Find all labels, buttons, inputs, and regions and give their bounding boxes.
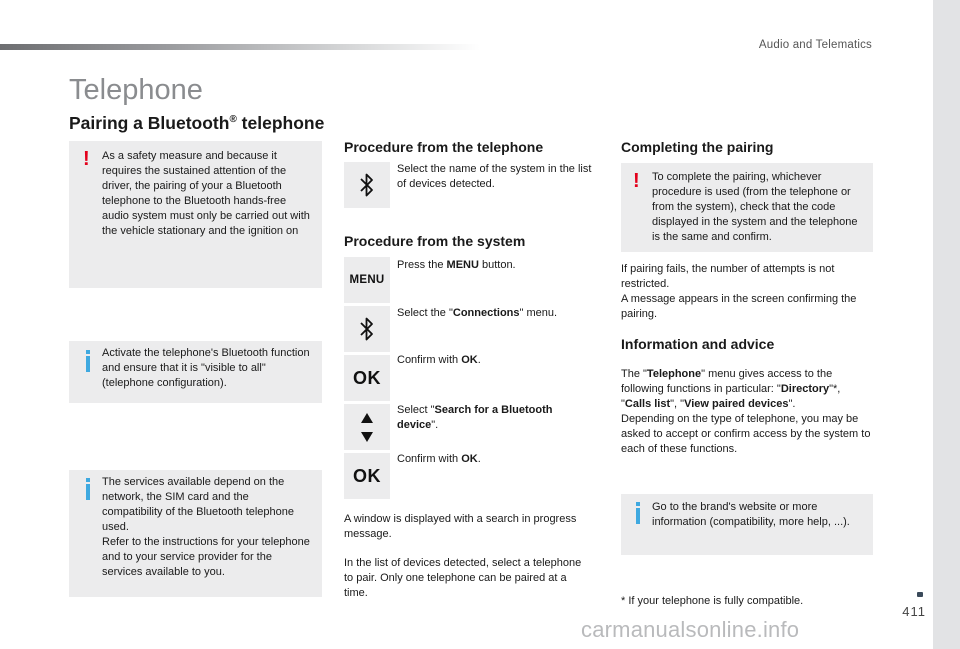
- section-label: Audio and Telematics: [758, 39, 872, 51]
- select-telephone-text: In the list of devices detected, select a telephone to pair. Only one telephone can be paired at a time.: [344, 557, 582, 599]
- bluetooth-icon-box: [344, 162, 390, 208]
- refer-instructions-text: Refer to the instructions for your telephone and to your service provider for the services available to you.: [102, 536, 310, 578]
- ok-button-icon: OK: [353, 465, 381, 486]
- menu-button-icon-box: [344, 257, 390, 303]
- step-phone-text: Select the name of the system in the list of devices detected.: [397, 163, 592, 190]
- step-4-text: Select "Search for a Bluetooth device".: [397, 404, 553, 431]
- services-info-box: [69, 470, 322, 597]
- bluetooth-icon: [360, 172, 374, 198]
- page-dot: [917, 592, 923, 597]
- step-5-text: Confirm with OK.: [397, 453, 481, 465]
- info-icon: [86, 484, 90, 500]
- ok-button-icon-box: [344, 355, 390, 401]
- brand-website-info-box: Go to the brand's website or more information (compatibility, more help, ...).: [621, 494, 873, 555]
- step-3-text: Confirm with OK.: [397, 354, 481, 366]
- watermark: carmanualsonline.info: [581, 617, 800, 642]
- search-window-text: A window is displayed with a search in progress message.: [344, 513, 577, 540]
- information-advice-heading: Information and advice: [621, 336, 775, 352]
- exclamation-icon: !: [633, 170, 640, 192]
- procedure-telephone-heading: Procedure from the telephone: [344, 139, 544, 155]
- ok-button-icon-box: [344, 453, 390, 499]
- bluetooth-icon-box: [344, 306, 390, 352]
- step-2-text: Select the "Connections" menu.: [397, 307, 558, 319]
- exclamation-icon: !: [83, 148, 90, 170]
- pairing-code-warning-box: ! To complete the pairing, whichever procedure is used (from the telephone or from the system), check that the code displayed in the system and the telephone is the same and confirm.: [621, 163, 873, 252]
- header-gradient-bar: [0, 44, 480, 50]
- page-side-tab: [933, 0, 960, 649]
- info-icon: [636, 508, 640, 524]
- completing-pairing-heading: Completing the pairing: [621, 139, 774, 155]
- main-heading: Pairing a Bluetooth® telephone: [69, 113, 325, 133]
- step-1-text: Press the MENU button.: [397, 259, 516, 271]
- footnote: * If your telephone is fully compatible.: [621, 595, 804, 607]
- services-text: The services available depend on the network, the SIM card and the compatibility of the Bluetooth telephone used.: [102, 476, 295, 533]
- page-number: 411: [902, 604, 926, 619]
- info-icon: [86, 356, 90, 372]
- procedure-system-heading: Procedure from the system: [344, 233, 526, 249]
- ok-button-icon: OK: [353, 367, 381, 388]
- up-down-arrows-icon: [361, 413, 373, 442]
- pairing-fail-text: If pairing fails, the number of attempts is not restricted. A message appears in the screen confirming the pairing.: [621, 263, 857, 320]
- bluetooth-activation-info-box: Activate the telephone's Bluetooth function and ensure that it is "visible to all" (telephone configuration).: [69, 341, 322, 403]
- up-down-arrows-icon-box: [344, 404, 390, 450]
- bluetooth-icon: [360, 316, 374, 342]
- safety-warning-box: ! As a safety measure and because it requires the sustained attention of the driver, the pairing of your a Bluetooth telephone to the Bluetooth hands-free audio system must only be carried out with the vehicle stationary and the ignition on: [69, 141, 322, 288]
- page-title: Telephone: [69, 74, 203, 106]
- information-text: The "Telephone" menu gives access to the following functions in particular: "Directory"*, "Calls list", "View paired devices". Depending on the type of telephone, you may be asked to accept or confirm access by the system to each of these functions.: [621, 368, 871, 455]
- menu-button-icon: MENU: [349, 274, 385, 286]
